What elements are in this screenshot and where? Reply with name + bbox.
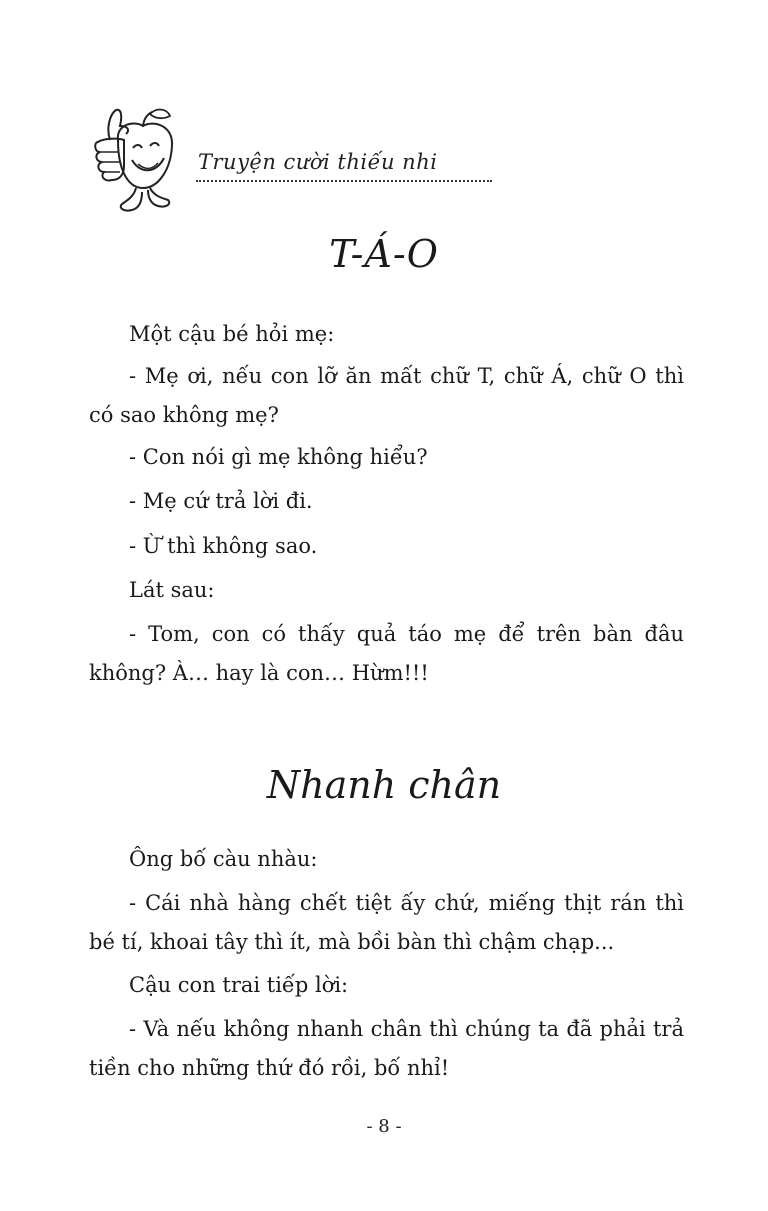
story-title-nhanh-chan: Nhanh chân: [266, 763, 502, 807]
story2-paragraph-4: - Và nếu không nhanh chân thì chúng ta đã phải trả tiền cho những thứ đó rồi, bố nhỉ!: [89, 1017, 684, 1080]
story2-paragraph-3: Cậu con trai tiếp lời:: [129, 973, 349, 997]
story1-paragraph-7: - Tom, con có thấy quả táo mẹ để trên bàn đâu không? À… hay là con… Hừm!!!: [89, 622, 684, 685]
story-title-tao: T-Á-O: [329, 232, 439, 276]
story1-paragraph-4: - Mẹ cứ trả lời đi.: [129, 489, 313, 513]
header-dotted-rule: [196, 180, 492, 182]
story1-paragraph-2: - Mẹ ơi, nếu con lỡ ăn mất chữ T, chữ Á, chữ O thì có sao không mẹ?: [89, 364, 684, 427]
running-header: [88, 100, 438, 220]
story1-paragraph-6: Lát sau:: [129, 578, 215, 602]
story1-paragraph-5: - Ừ thì không sao.: [129, 534, 318, 558]
story2-paragraph-2: - Cái nhà hàng chết tiệt ấy chứ, miếng thịt rán thì bé tí, khoai tây thì ít, mà bồi bàn thì chậm chạp...: [89, 891, 684, 954]
running-header-title: Truyện cười thiếu nhi: [198, 150, 438, 174]
story1-paragraph-3: - Con nói gì mẹ không hiểu?: [129, 445, 428, 469]
story1-paragraph-1: Một cậu bé hỏi mẹ:: [129, 322, 335, 346]
thumbs-up-apple-mascot-icon: [88, 100, 198, 220]
page-number: - 8 -: [366, 1116, 402, 1137]
story2-paragraph-1: Ông bố càu nhàu:: [129, 847, 318, 871]
